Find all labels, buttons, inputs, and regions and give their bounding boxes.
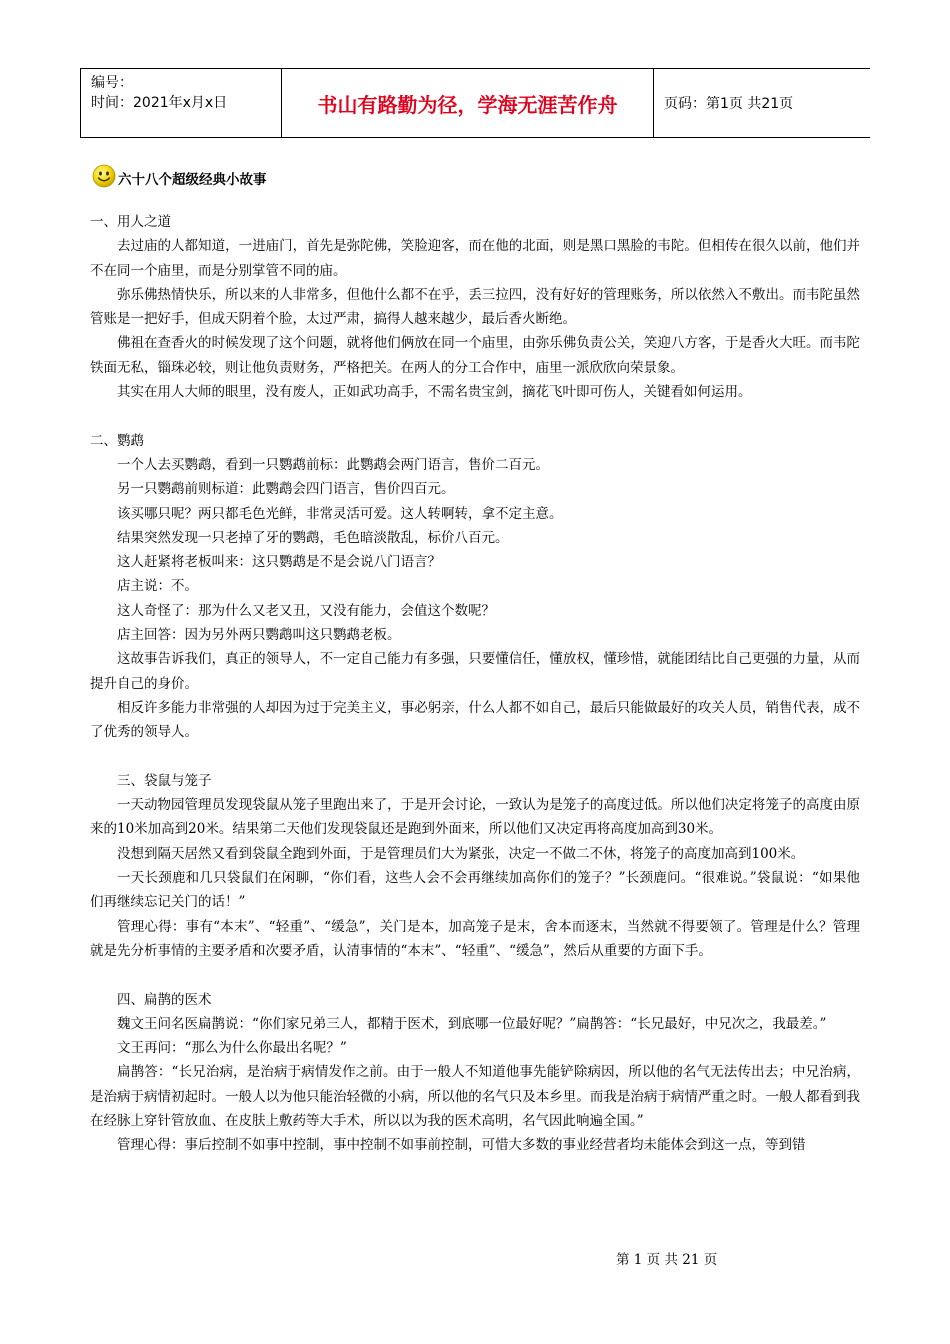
- header-meta: [80, 69, 282, 137]
- date-label: 时间：2021年x月x日: [91, 95, 228, 111]
- section-heading: 一、用人之道: [90, 214, 171, 230]
- paragraph: 扁鹊答：“长兄治病，是治病于病情发作之前。由于一般人不知道他事先能铲除病因，所以他的名气无法传出去；中兄治病，是治病于病情初起时。一般人以为他只能治轻微的小病，所以他的名气只及本乡里。而我是治病于病情严重之时。一般人都看到我在经脉上穿针管放血、在皮肤上敷药等大手术，所以以为我的医术高明，名气因此响遍全国。”: [90, 1064, 860, 1129]
- paragraph: 一天长颈鹿和几只袋鼠们在闲聊，“你们看，这些人会不会再继续加高你们的笼子？”长颈鹿问。“很难说。”袋鼠说：“如果他们再继续忘记关门的话！”: [90, 870, 860, 911]
- section-heading: 二、鹦鹉: [90, 432, 144, 449]
- section-heading: 三、袋鼠与笼子: [117, 772, 212, 789]
- paragraph: 该买哪只呢？两只都毛色光鲜，非常灵活可爱。这人转啊转，拿不定主意。: [117, 505, 563, 522]
- paragraph: 去过庙的人都知道，一进庙门，首先是弥陀佛，笑脸迎客，而在他的北面，则是黑口黑脸的韦陀。但相传在很久以前，他们并不在同一个庙里，而是分别掌管不同的庙。: [90, 238, 860, 279]
- paragraph: 这故事告诉我们，真正的领导人，不一定自己能力有多强，只要懂信任，懂放权，懂珍惜，就能团结比自己更强的力量，从而提升自己的身价。: [90, 651, 860, 692]
- paragraph: 文王再问：“那么为什么你最出名呢？”: [117, 1040, 347, 1057]
- paragraph: 魏文王问名医扁鹊说：“你们家兄弟三人，都精于医术，到底哪一位最好呢？”扁鹊答：“长兄最好，中兄次之，我最差。”: [117, 1015, 827, 1032]
- paragraph: 店主说：不。: [117, 578, 198, 595]
- paragraph: 管理心得：事有“本末”、“轻重”、“缓急”，关门是本，加高笼子是末，舍本而逐末，当然就不得要领了。管理是什么？管理就是先分析事情的主要矛盾和次要矛盾，认清事情的“本末”、“轻重”、“缓急”，然后从重要的方面下手。: [90, 918, 860, 959]
- paragraph: 一个人去买鹦鹉，看到一只鹦鹉前标：此鹦鹉会两门语言，售价二百元。: [117, 456, 549, 473]
- document-title-row: [92, 158, 267, 188]
- paragraph: 店主回答：因为另外两只鹦鹉叫这只鹦鹉老板。: [117, 627, 401, 644]
- paragraph: 另一只鹦鹉前则标道：此鹦鹉会四门语言，售价四百元。: [117, 481, 455, 498]
- section-heading: 四、扁鹊的医术: [117, 991, 212, 1008]
- paragraph: 管理心得：事后控制不如事中控制，事中控制不如事前控制，可惜大多数的事业经营者均未能体会到这一点，等到错: [117, 1137, 806, 1154]
- paragraph: 这人奇怪了：那为什么又老又丑，又没有能力，会值这个数呢？: [117, 602, 495, 619]
- document-title: 六十八个超级经典小故事: [118, 172, 267, 188]
- paragraph: 一天动物园管理员发现袋鼠从笼子里跑出来了，于是开会讨论，一致认为是笼子的高度过低。所以他们决定将笼子的高度由原来的10米加高到20米。结果第二天他们发现袋鼠还是跑到外面来，所以他们又决定再将高度加高到30米。: [90, 797, 860, 838]
- paragraph: 弥乐佛热情快乐，所以来的人非常多，但他什么都不在乎，丢三拉四，没有好好的管理账务，所以依然入不敷出。而韦陀虽然管账是一把好手，但成天阴着个脸，太过严肃，搞得人越来越少，最后香火断绝。: [90, 286, 860, 328]
- smiley-face-icon: [92, 164, 116, 188]
- paragraph: 其实在用人大师的眼里，没有废人，正如武功高手，不需名贵宝剑，摘花飞叶即可伤人，关键看如何运用。: [117, 384, 752, 401]
- page-footer: 第 1 页 共 21 页: [616, 1252, 718, 1268]
- number-label: 编号：: [91, 75, 133, 91]
- paragraph: 相反许多能力非常强的人却因为过于完美主义，事必躬亲，什么人都不如自己，最后只能做最好的攻关人员，销售代表，成不了优秀的领导人。: [90, 699, 860, 741]
- page-header: [80, 68, 870, 138]
- paragraph: 佛祖在查香火的时候发现了这个问题，就将他们俩放在同一个庙里，由弥乐佛负责公关，笑迎八方客，于是香火大旺。而韦陀铁面无私，锱珠必较，则让他负责财务，严格把关。在两人的分工合作中，庙里一派欣欣向荣景象。: [90, 335, 860, 376]
- paragraph: 结果突然发现一只老掉了牙的鹦鹉，毛色暗淡散乱，标价八百元。: [117, 529, 509, 546]
- header-motto: 书山有路勤为径，学海无涯苦作舟: [282, 69, 654, 137]
- paragraph: 没想到隔天居然又看到袋鼠全跑到外面，于是管理员们大为紧张，决定一不做二不休，将笼子的高度加高到100米。: [117, 845, 805, 862]
- document-body: [90, 210, 860, 1158]
- paragraph: 这人赶紧将老板叫来：这只鹦鹉是不是会说八门语言？: [117, 554, 441, 571]
- header-page-label: 页码：第1页 共21页: [664, 96, 794, 112]
